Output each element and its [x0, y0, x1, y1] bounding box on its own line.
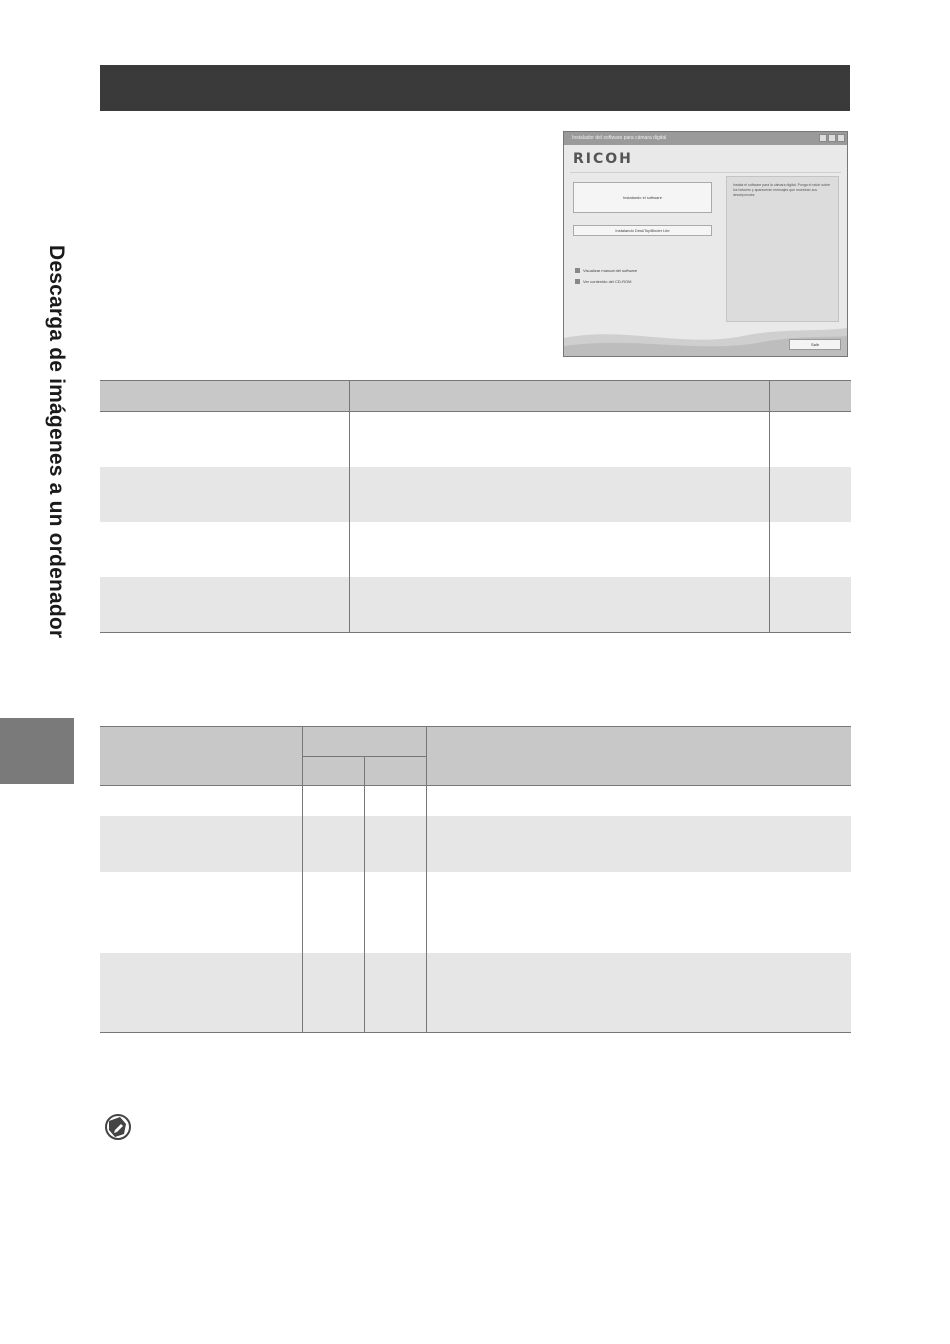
table-row — [100, 816, 851, 872]
table-cell — [100, 872, 302, 953]
table-cell — [364, 872, 426, 953]
table-row — [100, 522, 851, 577]
table-subheader-cell — [364, 757, 426, 786]
decorative-wave — [564, 318, 847, 357]
table-cell — [769, 522, 851, 577]
view-manual-link[interactable] — [575, 268, 637, 273]
table-cell — [302, 816, 364, 872]
chapter-tab-marker — [0, 718, 74, 784]
table-row — [100, 872, 851, 953]
table-cell — [302, 872, 364, 953]
table-header-row — [100, 727, 851, 757]
table-cell — [100, 412, 349, 468]
table-cell — [426, 786, 851, 816]
table-cell — [426, 953, 851, 1033]
table-subheader-cell — [302, 757, 364, 786]
installer-window-title: Instalador del software para cámara digital — [572, 135, 667, 141]
table-cell — [100, 953, 302, 1033]
table-cell — [302, 786, 364, 816]
view-cdrom-link[interactable] — [575, 279, 631, 284]
window-controls — [819, 134, 845, 142]
section-header-bar — [100, 65, 850, 111]
table-row — [100, 953, 851, 1033]
table-cell — [426, 816, 851, 872]
table-row — [100, 412, 851, 468]
table-row — [100, 786, 851, 816]
table-header-cell — [349, 381, 769, 412]
minimize-icon[interactable] — [819, 134, 827, 142]
memo-pencil-icon — [103, 1112, 133, 1142]
table-cell — [426, 872, 851, 953]
ricoh-logo: RICOH — [573, 151, 633, 167]
table-row — [100, 467, 851, 522]
table-cell — [364, 953, 426, 1033]
table-cell — [769, 467, 851, 522]
software-table — [100, 380, 851, 633]
table-header-row — [100, 381, 851, 412]
install-desktopbinder-button[interactable]: Instalando DeskTopBinder Lite — [573, 225, 712, 236]
requirements-table — [100, 726, 851, 1033]
table-cell — [100, 522, 349, 577]
chapter-side-title: Descarga de imágenes a un ordenador — [45, 245, 68, 639]
close-icon[interactable] — [837, 134, 845, 142]
table-header-cell — [100, 727, 302, 786]
installer-window-screenshot — [563, 131, 848, 357]
table-row — [100, 577, 851, 633]
table-cell — [100, 786, 302, 816]
table-cell — [349, 467, 769, 522]
exit-button[interactable]: Salir — [789, 339, 841, 350]
table-cell — [769, 412, 851, 468]
folder-icon — [575, 279, 580, 284]
table-header-cell — [302, 727, 426, 757]
table-cell — [769, 577, 851, 633]
maximize-icon[interactable] — [828, 134, 836, 142]
installer-titlebar — [564, 132, 847, 145]
view-manual-label: Visualizar manual del software — [583, 268, 638, 273]
table-cell — [302, 953, 364, 1033]
table-cell — [364, 816, 426, 872]
table-cell — [364, 786, 426, 816]
table-cell — [349, 412, 769, 468]
description-panel: Instala el software para la cámara digital. Ponga el ratón sobre los botones y aparecerán mensajes que muestran sus descripciones. — [726, 176, 839, 322]
document-icon — [575, 268, 580, 273]
install-software-button[interactable]: Instalando el software — [573, 182, 712, 213]
table-header-cell — [769, 381, 851, 412]
table-cell — [100, 577, 349, 633]
table-cell — [100, 467, 349, 522]
table-header-cell — [426, 727, 851, 786]
table-header-cell — [100, 381, 349, 412]
table-cell — [349, 522, 769, 577]
brand-divider — [570, 172, 841, 173]
table-cell — [349, 577, 769, 633]
view-cdrom-label: Ver contenido del CD-ROM — [583, 279, 632, 284]
table-cell — [100, 816, 302, 872]
